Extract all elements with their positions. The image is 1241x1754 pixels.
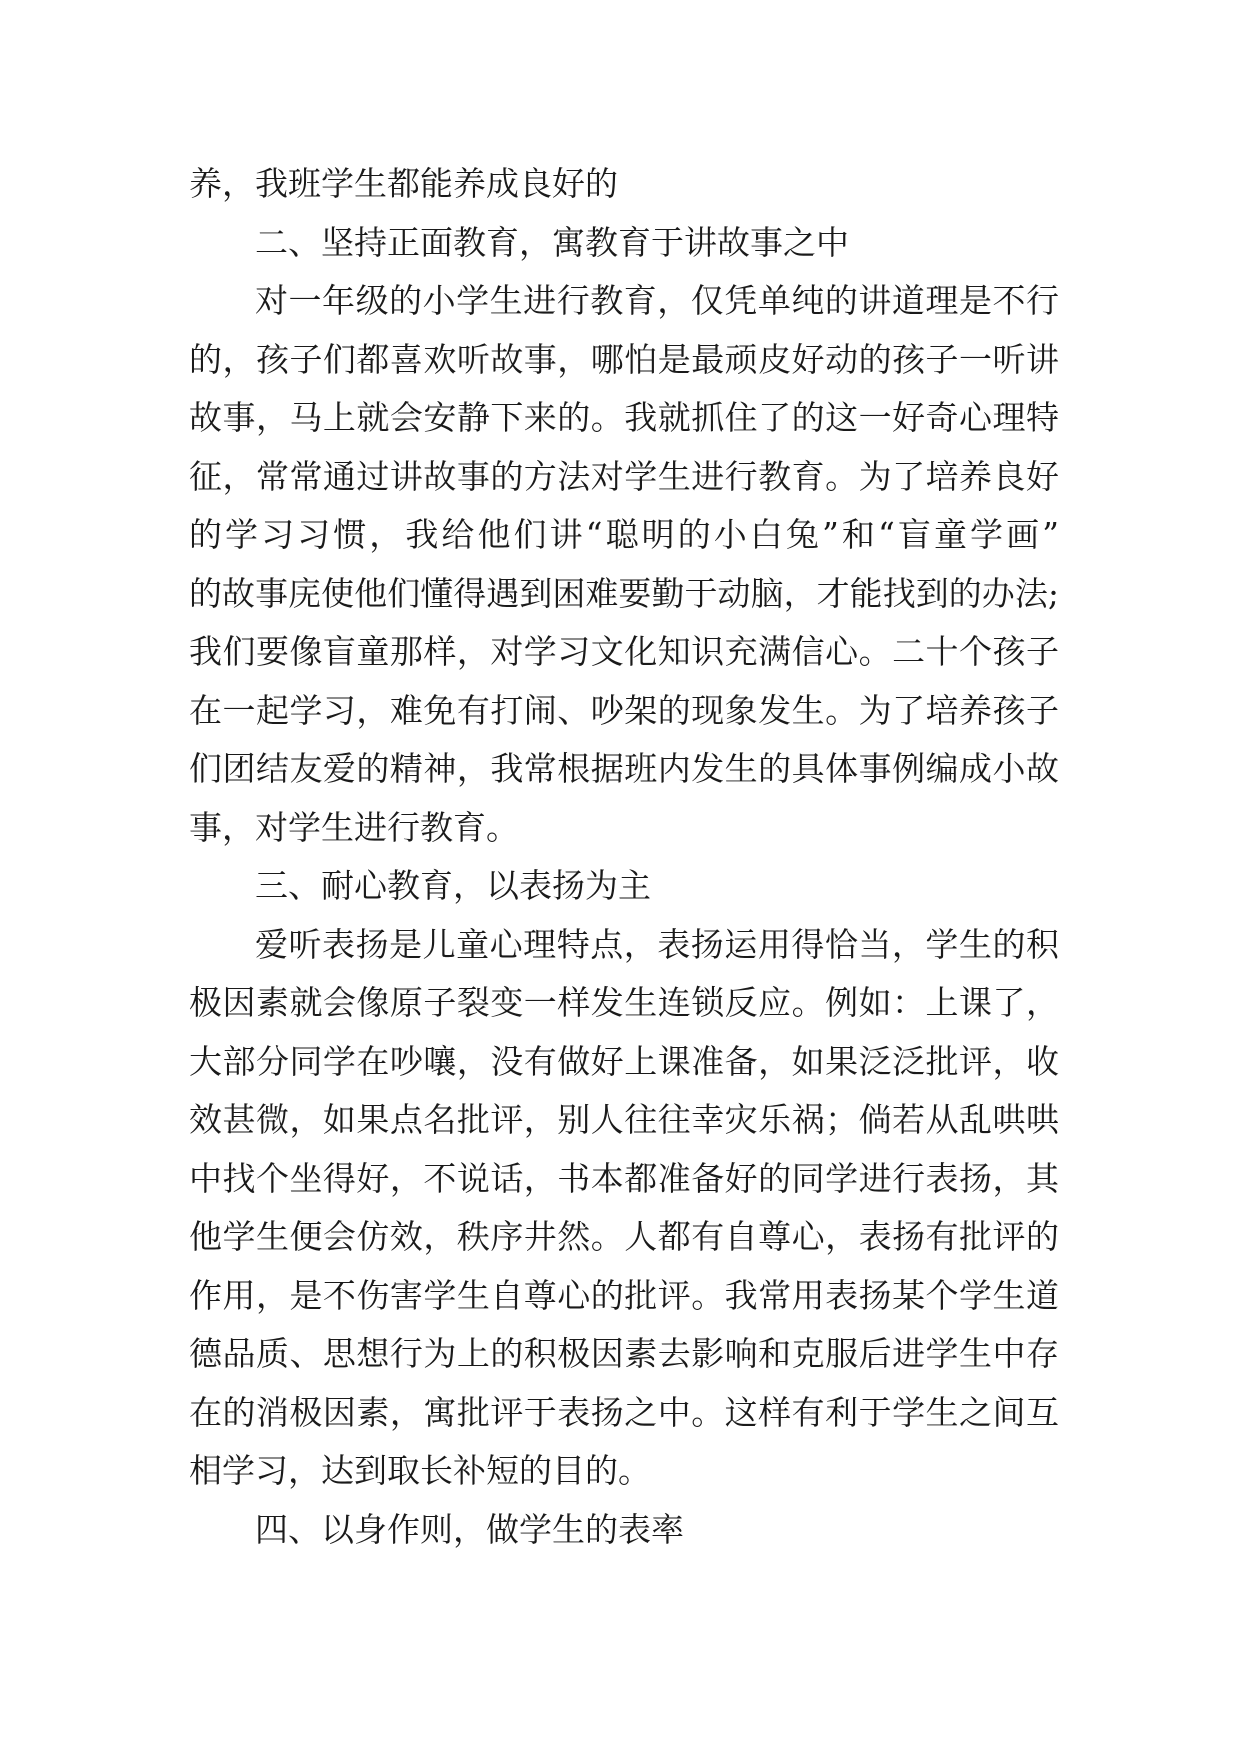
text-line: 德品质、思想行为上的积极因素去影响和克服后进学生中存 — [189, 1334, 1059, 1373]
text-line: 对一年级的小学生进行教育，仅凭单纯的讲道理是不行 — [255, 281, 1059, 320]
section-heading: 二、坚持正面教育，寓教育于讲故事之中 — [255, 222, 849, 262]
text-line: 征，常常通过讲故事的方法对学生进行教育。为了培养良好 — [189, 456, 1059, 496]
text-line: 的，孩子们都喜欢听故事，哪怕是最顽皮好动的孩子一听讲 — [189, 339, 1059, 379]
text-line: 我们要像盲童那样，对学习文化知识充满信心。二十个孩子 — [189, 632, 1059, 671]
text-line: 相学习，达到取长补短的目的。 — [189, 1451, 651, 1490]
text-line: 中找个坐得好，不说话，书本都准备好的同学进行表扬，其 — [189, 1158, 1059, 1198]
text-line: 的故事庑使他们懂得遇到困难要勤于动脑，才能找到的办法; — [189, 573, 1059, 613]
text-line: 他学生便会仿效，秩序井然。人都有自尊心，表扬有批评的 — [189, 1217, 1059, 1256]
section-heading: 三、耐心教育，以表扬为主 — [255, 866, 651, 905]
section-heading: 四、以身作则，做学生的表率 — [255, 1509, 684, 1549]
text-line: 养，我班学生都能养成良好的 — [189, 164, 618, 203]
text-line: 作用，是不伤害学生自尊心的批评。我常用表扬某个学生道 — [189, 1275, 1059, 1315]
text-line: 事，对学生进行教育。 — [189, 807, 519, 847]
text-line: 的学习习惯，我给他们讲“聪明的小白兔”和“盲童学画” — [189, 515, 1059, 554]
text-line: 在的消极因素，寓批评于表扬之中。这样有利于学生之间互 — [189, 1392, 1059, 1432]
text-line: 大部分同学在吵嚷，没有做好上课准备，如果泛泛批评，收 — [189, 1041, 1059, 1081]
text-line: 极因素就会像原子裂变一样发生连锁反应。例如：上课了， — [189, 983, 1059, 1022]
text-line: 爱听表扬是儿童心理特点，表扬运用得恰当，学生的积 — [255, 924, 1059, 964]
text-line: 们团结友爱的精神，我常根据班内发生的具体事例编成小故 — [189, 749, 1059, 788]
text-line: 效甚微，如果点名批评，别人往往幸灾乐祸；倘若从乱哄哄 — [189, 1100, 1059, 1139]
document-body — [189, 155, 1059, 1559]
text-line: 在一起学习，难免有打闹、吵架的现象发生。为了培养孩子 — [189, 690, 1059, 730]
text-line: 故事，马上就会安静下来的。我就抓住了的这一好奇心理特 — [189, 398, 1059, 437]
